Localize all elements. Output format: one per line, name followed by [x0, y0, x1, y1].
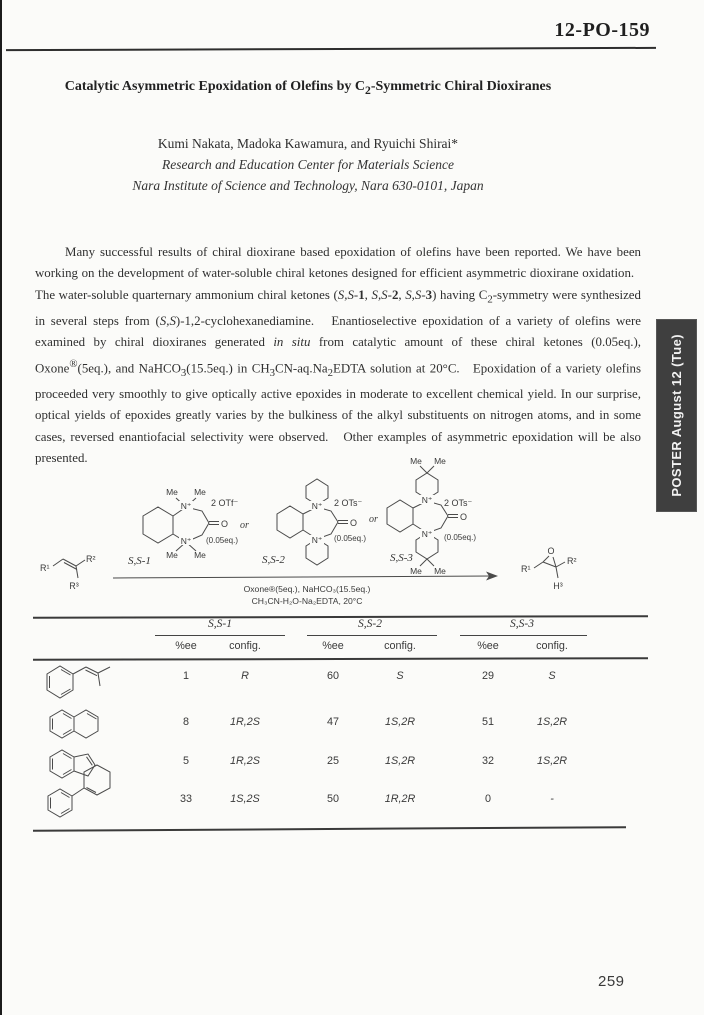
or-label: or [240, 520, 249, 531]
ee-value: 33 [179, 793, 192, 805]
svg-text:Me: Me [434, 456, 446, 466]
svg-text:R²: R² [567, 556, 577, 566]
loading-label: (0.05eq.) [206, 536, 239, 545]
ee-value: 5 [182, 755, 189, 767]
or-label: or [369, 514, 378, 525]
ee-value: 8 [182, 716, 189, 728]
svg-text:Me: Me [194, 487, 206, 497]
counterion-label: 2 OTs⁻ [334, 498, 363, 508]
config-value: R [241, 670, 249, 682]
olefin-substrate-structure [40, 554, 96, 591]
svg-text:Me: Me [166, 487, 178, 497]
ee-value: 25 [326, 755, 339, 767]
catalyst-2-structure [262, 479, 366, 566]
ee-value: 29 [481, 670, 494, 682]
svg-text:R²: R² [86, 554, 96, 564]
catalyst-1-caption: S,S-1 [128, 555, 151, 567]
table-row [0, 789, 660, 809]
page-number: 259 [598, 973, 625, 990]
config-value: 1R,2R [384, 793, 416, 805]
svg-text:R³: R³ [69, 581, 79, 591]
n-plus-label: N⁺ [180, 536, 192, 546]
column-header-config: config. [384, 640, 416, 652]
loading-label: (0.05eq.) [444, 533, 477, 542]
ee-value: 50 [326, 793, 339, 805]
svg-text:Me: Me [410, 456, 422, 466]
column-header-ee: %ee [175, 640, 197, 652]
n-plus-label: N⁺ [421, 529, 433, 539]
catalyst-3-caption: S,S-3 [390, 552, 413, 564]
svg-text:O: O [460, 512, 468, 522]
epoxide-product-structure [521, 546, 577, 591]
svg-text:O: O [350, 518, 358, 528]
reaction-scheme [0, 450, 620, 620]
table-group-header-ss2: S,S-2 [358, 618, 382, 630]
svg-text:Me: Me [410, 566, 422, 576]
catalyst-1-structure [128, 487, 239, 567]
svg-text:Me: Me [194, 550, 206, 560]
catalyst-3-structure [387, 456, 476, 576]
ee-value: 32 [481, 755, 494, 767]
svg-text:R¹: R¹ [521, 564, 531, 574]
affiliation-line-2: Nara Institute of Science and Technology, Nara 630-0101, Japan [132, 178, 484, 193]
svg-text:Me: Me [434, 566, 446, 576]
catalyst-2-caption: S,S-2 [262, 554, 285, 566]
poster-session-tab [656, 319, 697, 512]
conditions-line-2: CH₃CN-H₂O-Na₂EDTA, 20°C [251, 596, 363, 606]
ee-value: 0 [484, 793, 491, 805]
svg-text:H³: H³ [553, 581, 563, 591]
affiliation-line-1: Research and Education Center for Materials Science [162, 157, 454, 172]
table-header-rule [33, 657, 648, 660]
svg-text:Me: Me [166, 550, 178, 560]
config-value: 1S,2R [536, 716, 567, 728]
config-value: 1R,2S [229, 716, 260, 728]
header-rule [6, 47, 656, 51]
counterion-label: 2 OTf⁻ [211, 498, 239, 508]
config-value: 1S,2R [384, 755, 415, 767]
config-value: 1S,2S [230, 793, 260, 805]
n-plus-label: N⁺ [180, 501, 192, 511]
group-underline [460, 635, 587, 636]
config-value: - [550, 793, 554, 805]
group-underline [307, 635, 437, 636]
paper-code: 12-PO-159 [554, 19, 650, 41]
table-group-header-ss1: S,S-1 [208, 618, 232, 630]
group-underline [155, 635, 285, 636]
page-title: Catalytic Asymmetric Epoxidation of Olefins by $C_2$-Symmetric Chiral Dioxiranes [64, 79, 552, 97]
column-header-config: config. [229, 640, 261, 652]
config-value: 1S,2R [536, 755, 567, 767]
abstract-paragraph: Many successful results of chiral dioxirane based epoxidation of olefins have been reported. We have been working on the development of water-soluble chiral ketones designed for efficient asymmetric dioxirane oxidation. The water-soluble quarternary ammonium chiral ketones (S,S-1, S,S-2, S,S-3) having $C_2$-symmetry were synthesized in several steps from (S,S)-1,2-cyclohexanediamine. Enantioselective epoxidation of a variety of olefins were examined by chiral dioxiranes generated in situ from catalytic amount of these chiral ketones (0.05eq.), Oxone®(5eq.), and NaHCO$_3$(15.5eq.) in $CH_3CN-aq.Na_2EDTA$ solution at 20°C. Epoxidation of a variety olefins proceeded very smoothly to give optically active epoxides in moderate to excellent chemical yield. In our surprise, optical yields of epoxides greatly varies by the bulkiness of the alkyl substituents on nitrogen atoms, and in some cases, reversed enantiofacial selectivity were observed. Other examples of asymmetric epoxidation will be also presented. [35, 245, 642, 466]
config-value: 1R,2S [229, 755, 260, 767]
table-group-header-ss3: S,S-3 [510, 618, 534, 630]
table-row [0, 666, 660, 686]
column-header-config: config. [536, 640, 568, 652]
column-header-ee: %ee [477, 640, 499, 652]
authors-line: Kumi Nakata, Madoka Kawamura, and Ryuichi Shirai* [157, 136, 459, 151]
n-plus-label: N⁺ [311, 501, 323, 511]
ee-value: 1 [182, 670, 189, 682]
n-plus-label: N⁺ [421, 495, 433, 505]
n-plus-label: N⁺ [311, 535, 323, 545]
poster-session-label: POSTER August 12 (Tue) [669, 334, 684, 497]
counterion-label: 2 OTs⁻ [444, 498, 473, 508]
svg-text:O: O [547, 546, 555, 556]
ee-value: 60 [326, 670, 339, 682]
conditions-line-1: Oxone®(5eq.), NaHCO₃(15.5eq.) [243, 584, 371, 594]
config-value: S [548, 670, 556, 682]
loading-label: (0.05eq.) [334, 534, 367, 543]
table-bottom-rule [33, 826, 626, 832]
ee-value: 47 [326, 716, 339, 728]
svg-text:O: O [221, 519, 229, 529]
config-value: 1S,2R [384, 716, 415, 728]
ee-value: 51 [481, 716, 494, 728]
column-header-ee: %ee [322, 640, 344, 652]
config-value: S [396, 670, 404, 682]
svg-text:R¹: R¹ [40, 563, 50, 573]
table-row [0, 712, 660, 732]
